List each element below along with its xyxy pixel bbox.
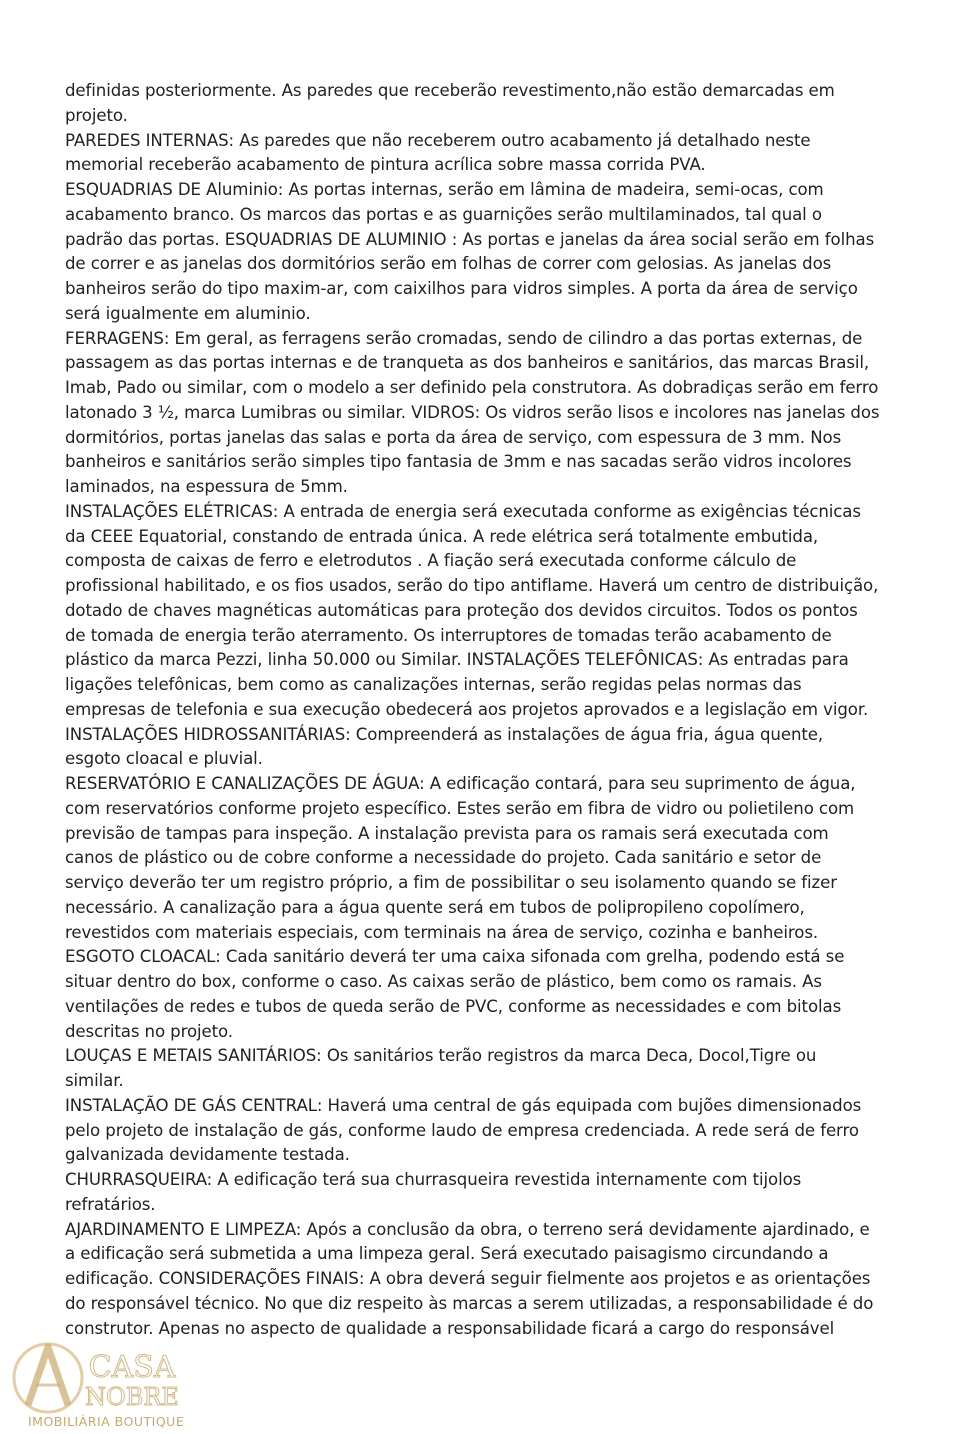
watermark-brand-line1: CASA bbox=[88, 1350, 176, 1385]
paragraph-instalacoes-eletricas: INSTALAÇÕES ELÉTRICAS: A entrada de energia será executada conforme as exigências técnicas da CEEE Equatorial, constando de entrada única. A rede elétrica será totalmente embutida, composta de caixas de ferro e eletrodutos . A fiação será executada conforme cálculo de profissional habilitado, e os fios usados, serão do tipo antiflame. Haverá um centro de distribuição, dotado de chaves magnéticas automáticas para proteção dos devidos circuitos. Todos os pontos de tomada de energia terão aterramento. Os interruptores de tomadas terão acabamento de plástico da marca Pezzi, linha 50.000 ou Similar. INSTALAÇÕES TELEFÔNICAS: As entradas para ligações telefônicas, bem como as canalizações internas, serão regidas pelas normas das empresas de telefonia e sua execução obedecerá aos projetos aprovados e a legislação em vigor. bbox=[65, 501, 879, 719]
paragraph-esgoto-cloacal: ESGOTO CLOACAL: Cada sanitário deverá ter uma caixa sifonada com grelha, podendo está se situar dentro do box, conforme o caso. As caixas serão de plástico, bem como os ramais. As ventilações de redes e tubos de queda serão de PVC, conforme as necessidades e com bitolas descritas no projeto. bbox=[65, 947, 845, 1041]
paragraph-loucas-metais: LOUÇAS E METAIS SANITÁRIOS: Os sanitários terão registros da marca Deca, Docol,Tigre ou similar. bbox=[65, 1046, 817, 1090]
paragraph-paredes-internas: PAREDES INTERNAS: As paredes que não receberem outro acabamento já detalhado neste memorial receberão acabamento de pintura acrílica sobre massa corrida PVA. bbox=[65, 130, 811, 175]
paragraph-instalacao-gas: INSTALAÇÃO DE GÁS CENTRAL: Haverá uma central de gás equipada com bujões dimensionados pelo projeto de instalação de gás, conforme laudo de empresa credenciada. A rede será de ferro galvanizada devidamente testada. bbox=[65, 1095, 862, 1165]
watermark-brand-line2: NOBRE bbox=[85, 1383, 179, 1411]
paragraph-churrasqueira: CHURRASQUEIRA: A edificação terá sua churrasqueira revestida internamente com tijolos refratários. bbox=[65, 1170, 802, 1214]
paragraph-ajardinamento: AJARDINAMENTO E LIMPEZA: Após a conclusão da obra, o terreno será devidamente ajardinado, e a edificação será submetida a uma limpeza geral. Será executado paisagismo circundando a edificação. CONSIDERAÇÕES FINAIS: A obra deverá seguir fielmente aos projetos e as orientações do responsável técnico. No que diz respeito às marcas a serem utilizadas, a responsabilidade é do construtor. Apenas no aspecto de qualidade a responsabilidade ficará a cargo do responsável bbox=[65, 1219, 874, 1338]
paragraph-reservatorio: RESERVATÓRIO E CANALIZAÇÕES DE ÁGUA: A edificação contará, para seu suprimento de água, com reservatórios conforme projeto específico. Estes serão em fibra de vidro ou polietileno com previsão de tampas para inspeção. A instalação prevista para os ramais será executada com canos de plástico ou de cobre conforme a necessidade do projeto. Cada sanitário e setor de serviço deverão ter um registro próprio, a fim de possibilitar o seu isolamento quando se fizer necessário. A canalização para a água quente será em tubos de polipropileno copolímero, revestidos com materiais especiais, com terminais na área de serviço, cozinha e banheiros. bbox=[65, 774, 856, 942]
paragraph-instalacoes-hidrossanitarias: INSTALAÇÕES HIDROSSANITÁRIAS: Compreenderá as instalações de água fria, água quente, esgoto cloacal e pluvial. bbox=[65, 724, 824, 769]
paragraph-ferragens: FERRAGENS: Em geral, as ferragens serão cromadas, sendo de cilindro a das portas externas, de passagem as das portas internas e de tranqueta as dos banheiros e sanitários, das marcas Brasil, Imab, Pado ou similar, com o modelo a ser definido pela construtora. As dobradiças serão em ferro latonado 3 ½, marca Lumibras ou similar. VIDROS: Os vidros serão lisos e incolores nas janelas dos dormitórios, portas janelas das salas e porta da área de serviço, com espessura de 3 mm. Nos banheiros e sanitários serão simples tipo fantasia de 3mm e nas sacadas serão vidros incolores laminados, na espessura de 5mm. bbox=[65, 328, 880, 496]
paragraph-esquadrias: ESQUADRIAS DE Aluminio: As portas internas, serão em lâmina de madeira, semi-ocas, com acabamento branco. Os marcos das portas e as guarnições serão multilaminados, tal qual o padrão das portas. ESQUADRIAS DE ALUMINIO : As portas e janelas da área social serão em folhas de correr e as janelas dos dormitórios serão em folhas de correr com gelosias. As janelas dos banheiros serão do tipo maxim-ar, com caixilhos para vidros simples. A porta da área de serviço será igualmente em aluminio. bbox=[65, 180, 875, 323]
paragraph-intro: definidas posteriormente. As paredes que receberão revestimento,não estão demarcadas em projeto. bbox=[65, 81, 835, 125]
document-body bbox=[65, 79, 880, 1341]
watermark-caption: IMOBILIÁRIA BOUTIQUE bbox=[28, 1414, 185, 1429]
